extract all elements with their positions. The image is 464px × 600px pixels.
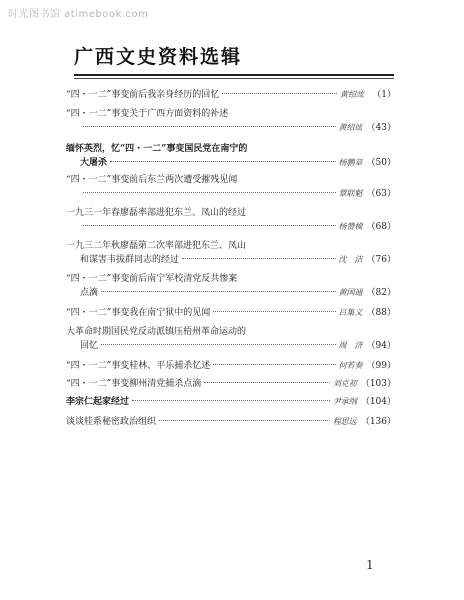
toc-leader-dots [83,192,336,193]
toc-entry[interactable] [66,415,396,429]
toc-entry-line [66,326,396,339]
toc-entry-author: 覃联魁 [338,189,363,198]
toc-entry-line [66,174,396,187]
toc-entry-author: 黄绍竑 [340,90,364,99]
toc-entry-author: 沈 洁 [338,255,363,264]
toc-leader-dots [83,126,336,127]
toc-leader-dots [159,420,330,421]
toc-entry-page: （1） [372,90,396,100]
toc-entry-title: “四・一二”事变我在南宁狱中的见闻 [66,308,211,318]
toc-entry-title: “四・一二”事变关于广西方面资料的补述 [66,109,229,119]
toc-entry-title-cont: 和谋害韦拔群同志的经过 [80,255,180,265]
header-rule-thin [74,78,394,79]
page-header [74,45,394,69]
toc-entry-title: “四・一二”事变前后南宁军校清党反共惨案 [66,274,238,284]
toc-leader-dots [110,161,336,162]
toc-entry[interactable] [66,108,396,135]
toc-entry-line [66,187,396,201]
toc-entry-line [66,339,396,353]
toc-entry-page: （88） [366,308,396,318]
toc-entry[interactable] [66,326,396,353]
toc-entry-title: 一九三二年秋廖磊第二次率部进犯东兰、凤山 [66,241,247,251]
toc-entry-line [66,88,396,102]
toc-entry-title: 李宗仁起家经过 [66,397,130,407]
toc-entry-author: 何若奏 [338,361,363,370]
header-rule-thick [74,74,394,76]
toc-entry-line [66,253,396,267]
toc-entry-title: 一九三一年春廖磊率部进犯东兰、凤山的经过 [66,208,247,218]
toc-entry[interactable] [66,359,396,373]
toc-entry-page: （104） [360,397,396,407]
toc-entry-page: （99） [366,361,396,371]
toc-entry-title-cont: 点滴 [80,288,99,298]
toc-entry-author: 尹承纲 [332,397,357,406]
toc-entry-title-cont: 大屠杀 [80,158,108,168]
toc-entry[interactable] [66,395,396,409]
toc-entry-page: （63） [366,189,396,199]
toc-entry-title: “四・一二”事变前后东兰两次遭受摧残见闻 [66,175,238,185]
toc-entry-line [66,306,396,320]
toc-entry[interactable] [66,306,396,320]
watermark: 时光图书馆 atimebook.com [8,9,149,20]
toc-leader-dots [204,382,330,383]
toc-entry-line [66,207,396,220]
toc-leader-dots [213,364,335,365]
toc-entry-page: （103） [360,379,396,389]
toc-entry-line [66,286,396,300]
toc-entry-title: “四・一二”事变前后我亲身经历的回忆 [66,90,220,100]
toc-entry-page: （68） [366,222,396,232]
toc-entry-page: （43） [366,123,396,133]
toc-entry-page: （76） [366,255,396,265]
toc-entry-page: （82） [366,288,396,298]
toc-entry[interactable] [66,207,396,234]
toc-entry-line [66,395,396,409]
toc-leader-dots [222,93,337,94]
toc-entry-line [66,415,396,429]
toc-leader-dots [213,311,335,312]
toc-entry-author: 杨鹏章 [338,158,363,167]
toc-entry-author: 程思远 [332,417,357,426]
toc-entry-title: “四・一二”事变柳州清党捕杀点滴 [66,379,202,389]
toc-leader-dots [83,225,336,226]
toc-entry-author: 黄绍竑 [338,123,363,132]
toc-leader-dots [182,258,336,259]
toc-entry-line [66,121,396,135]
toc-entry-title: 谈谈桂系秘密政治组织 [66,417,157,427]
toc-leader-dots [101,344,336,345]
table-of-contents [66,82,396,429]
toc-entry[interactable] [66,88,396,102]
toc-entry-line [66,156,396,170]
toc-entry-author: 杨赞模 [338,222,363,231]
toc-entry[interactable] [66,377,396,391]
toc-entry-title: “四・一二”事变桂林、平乐捕杀忆述 [66,361,211,371]
toc-entry-title: 大革命时期国民党反动派镇压梧州革命运动的 [66,327,247,337]
toc-entry-line [66,273,396,286]
toc-entry-author: 刘克初 [332,379,357,388]
toc-entry-line [66,359,396,373]
toc-entry-page: （136） [360,417,396,427]
toc-entry-author: 吕集义 [338,308,363,317]
toc-entry[interactable] [66,143,396,170]
series-title: 广西文史资料选辑 [74,46,243,68]
toc-entry-title-cont: 回忆 [80,341,99,351]
toc-entry[interactable] [66,240,396,267]
toc-entry-line [66,220,396,234]
toc-entry-title: 缅怀英烈，忆“四・一二”事变国民党在南宁的 [66,144,248,154]
toc-leader-dots [101,291,336,292]
toc-entry[interactable] [66,273,396,300]
toc-entry[interactable] [66,174,396,201]
toc-entry-page: （94） [366,341,396,351]
toc-entry-line [66,143,396,156]
toc-entry-line [66,240,396,253]
toc-entry-author: 周 济 [338,341,363,350]
toc-entry-line [66,377,396,391]
toc-leader-dots [132,400,330,401]
toc-entry-line [66,108,396,121]
toc-entry-author: 黄国通 [338,288,363,297]
toc-entry-page: （50） [366,158,396,168]
page-number: 1 [366,558,374,572]
